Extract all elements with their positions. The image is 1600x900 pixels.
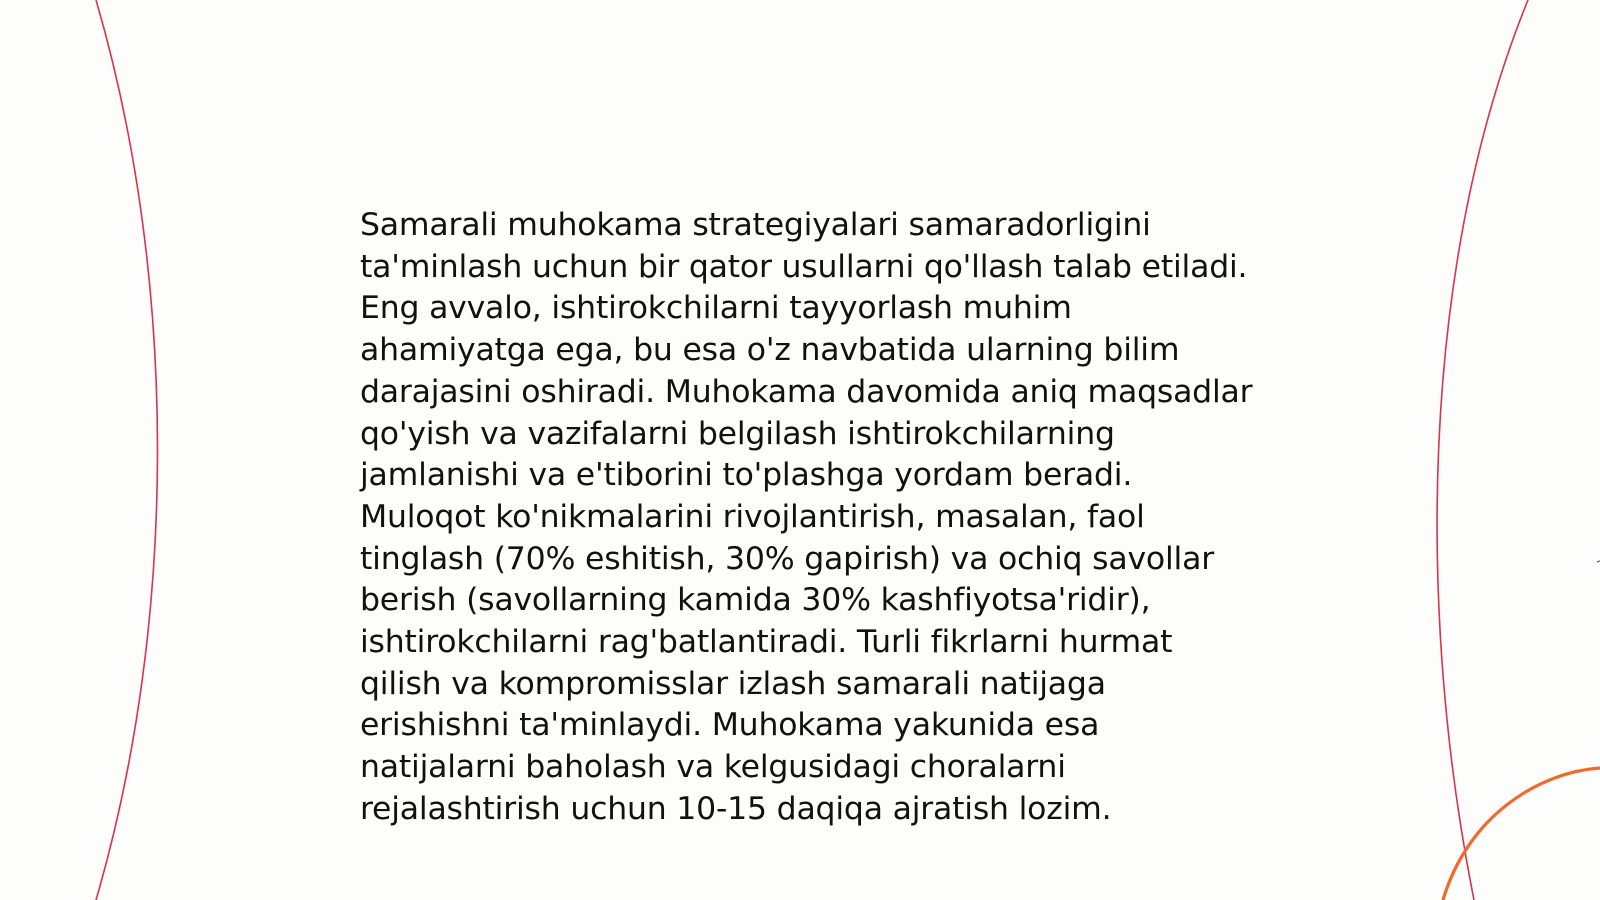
body-paragraph: Samarali muhokama strategiyalari samaradorligini ta'minlash uchun bir qator usullarni qo'llash talab etiladi. Eng avvalo, ishtirokchilarni tayyorlash muhim ahamiyatga ega, bu esa o'z navbatida ularning bilim darajasini oshiradi. Muhokama davomida aniq maqsadlar qo'yish va vazifalarni belgilash ishtirokchilarning jamlanishi va e'tiborini to'plashga yordam beradi. Muloqot ko'nikmalarini rivojlantirish, masalan, faol tinglash (70% eshitish, 30% gapirish) va ochiq savollar berish (savollarning kamida 30% kashfiyotsa'ridir), ishtirokchilarni rag'batlantiradi. Turli fikrlarni hurmat qilish va kompromisslar izlash samarali natijaga erishishni ta'minlaydi. Muhokama yakunida esa natijalarni baholash va kelgusidagi choralarni rejalashtirish uchun 10-15 daqiqa ajratish lozim. (360, 207, 1253, 827)
bottom-right-orange-arc (1443, 768, 1600, 900)
right-red-arc (1437, 0, 1528, 900)
left-red-arc (96, 0, 158, 900)
